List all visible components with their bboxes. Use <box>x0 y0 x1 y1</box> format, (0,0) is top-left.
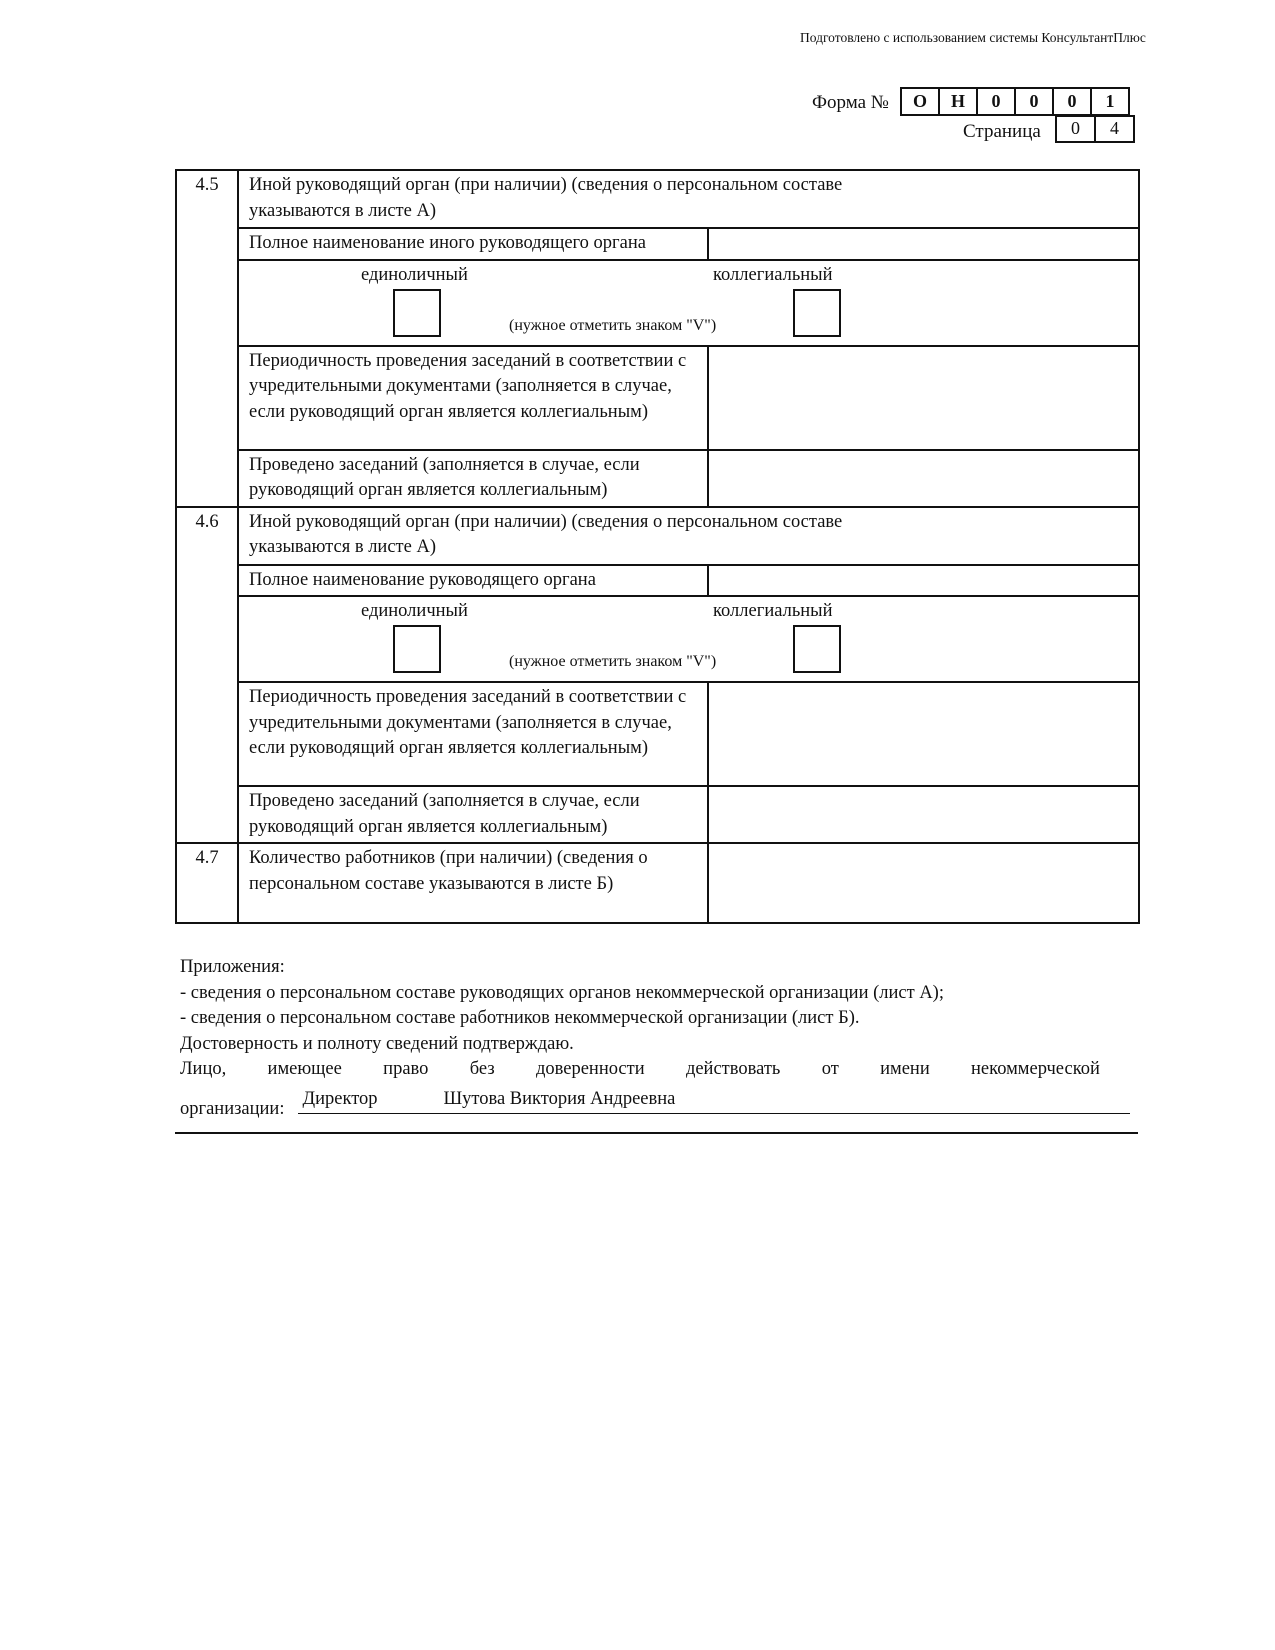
authorized-word: некоммерческой <box>971 1059 1100 1079</box>
form-code-cells <box>902 87 1130 116</box>
full-name-field[interactable] <box>708 565 1139 597</box>
body-type-cell <box>238 260 1139 346</box>
signatory-field[interactable] <box>298 1087 1130 1114</box>
section-number: 4.6 <box>176 507 238 844</box>
body-type-row <box>176 596 1139 682</box>
section-row-4-6 <box>176 507 1139 565</box>
periodicity-label: Периодичность проведения заседаний в соответствии с учредительными документами (заполняется в случае, если руководящий орган является коллегиальным) <box>238 682 708 786</box>
bottom-rule <box>175 1132 1138 1134</box>
workers-row <box>176 843 1139 923</box>
authorized-person-line <box>180 1057 1100 1083</box>
check-hint: (нужное отметить знаком "V") <box>509 316 717 334</box>
full-name-field[interactable] <box>708 228 1139 260</box>
full-name-label: Полное наименование иного руководящего органа <box>238 228 708 260</box>
sole-label: единоличный <box>361 601 468 621</box>
meetings-field[interactable] <box>708 786 1139 843</box>
periodicity-label: Периодичность проведения заседаний в соответствии с учредительными документами (заполняется в случае, если руководящий орган является коллегиальным) <box>238 346 708 450</box>
page-number-cell: 4 <box>1094 115 1135 143</box>
body-type-cell <box>238 596 1139 682</box>
form-code-cell: 0 <box>1014 87 1054 116</box>
authorized-word: имени <box>880 1059 930 1079</box>
authorized-word: Лицо, <box>180 1059 227 1079</box>
organization-label: организации: <box>180 1098 285 1119</box>
appendix-block <box>180 955 1100 1122</box>
collegial-checkbox[interactable] <box>793 625 841 673</box>
section-number: 4.5 <box>176 170 238 507</box>
appendix-title: Приложения: <box>180 957 285 977</box>
form-code-cell: 1 <box>1090 87 1130 116</box>
periodicity-row <box>176 682 1139 786</box>
section-title: Иной руководящий орган (при наличии) (сведения о персональном составе указываются в листе А) <box>238 170 1139 228</box>
signatory-name: Шутова Виктория Андреевна <box>443 1088 676 1109</box>
periodicity-field[interactable] <box>708 682 1139 786</box>
authorized-word: доверенности <box>535 1059 645 1079</box>
section-title: Иной руководящий орган (при наличии) (сведения о персональном составе указываются в листе А) <box>238 507 1139 565</box>
signatory-line <box>180 1087 1100 1123</box>
authorized-word: действовать <box>685 1059 781 1079</box>
check-hint: (нужное отметить знаком "V") <box>509 653 717 670</box>
workers-field[interactable] <box>708 843 1139 923</box>
collegial-checkbox[interactable] <box>793 289 841 337</box>
meetings-label: Проведено заседаний (заполняется в случае, если руководящий орган является коллегиальным) <box>238 786 708 843</box>
form-code-cell: 0 <box>1052 87 1092 116</box>
page-number-label: Страница <box>963 121 1041 142</box>
consultant-plus-note: Подготовлено с использованием системы КонсультантПлюс <box>800 30 1146 45</box>
signatory-position: Директор <box>302 1088 378 1109</box>
authorized-word: право <box>383 1059 429 1079</box>
governing-bodies-table <box>175 169 1140 924</box>
appendix-item: - сведения о персональном составе работников некоммерческой организации (лист Б). <box>180 1008 860 1028</box>
confirmation-text: Достоверность и полноту сведений подтверждаю. <box>180 1033 574 1054</box>
full-name-row <box>176 565 1139 597</box>
collegial-label: коллегиальный <box>713 601 833 621</box>
page-number-cells <box>1057 115 1135 143</box>
meetings-row <box>176 450 1139 507</box>
meetings-field[interactable] <box>708 450 1139 507</box>
authorized-word: от <box>821 1059 839 1079</box>
authorized-word: имеющее <box>267 1059 342 1079</box>
form-code-cell: Н <box>938 87 978 116</box>
full-name-label: Полное наименование руководящего органа <box>238 565 708 597</box>
sole-checkbox[interactable] <box>393 289 441 337</box>
body-type-row <box>176 260 1139 346</box>
meetings-row <box>176 786 1139 843</box>
page-number-cell: 0 <box>1055 115 1096 143</box>
workers-label: Количество работников (при наличии) (сведения о персональном составе указываются в листе Б) <box>238 843 708 923</box>
sole-checkbox[interactable] <box>393 625 441 673</box>
full-name-row <box>176 228 1139 260</box>
sole-label: единоличный <box>361 264 468 285</box>
appendix-item: - сведения о персональном составе руководящих органов некоммерческой организации (лист А); <box>180 982 944 1003</box>
collegial-label: коллегиальный <box>713 264 833 285</box>
meetings-label: Проведено заседаний (заполняется в случае, если руководящий орган является коллегиальным) <box>238 450 708 507</box>
form-code-cell: 0 <box>976 87 1016 116</box>
section-number: 4.7 <box>176 843 238 923</box>
section-row-4-5 <box>176 170 1139 228</box>
authorized-word: без <box>469 1059 495 1079</box>
form-number-label: Форма № <box>812 92 889 113</box>
form-code-cell: О <box>900 87 940 116</box>
periodicity-row <box>176 346 1139 450</box>
periodicity-field[interactable] <box>708 346 1139 450</box>
